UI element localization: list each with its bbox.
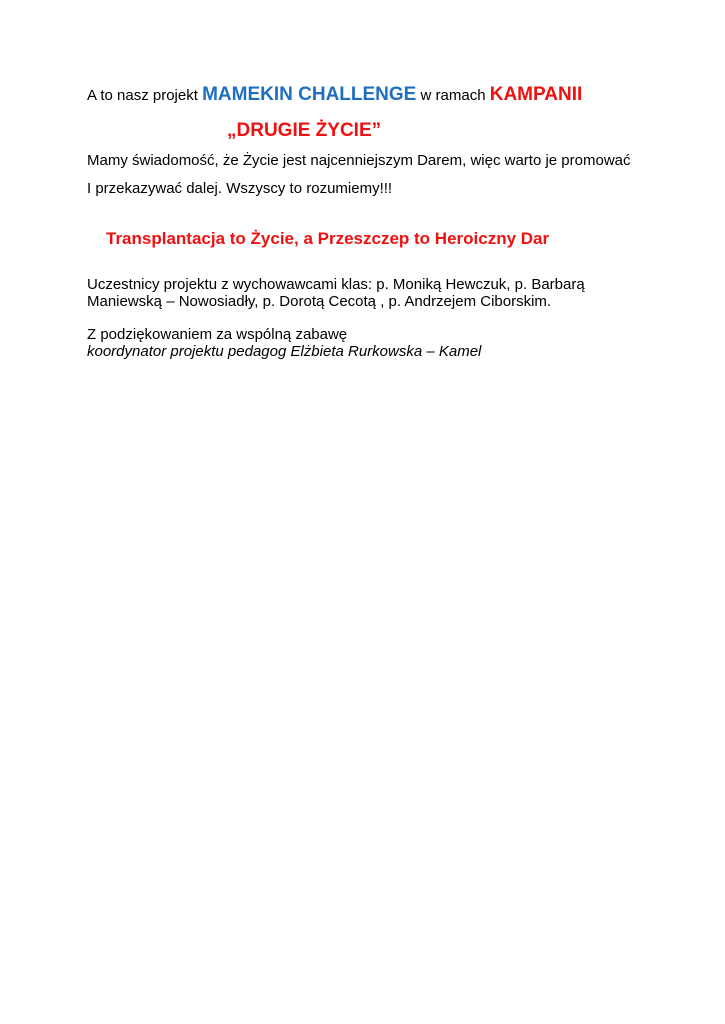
slogan-heading: Transplantacja to Życie, a Przeszczep to Heroiczny Dar	[106, 229, 550, 248]
campaign-word: KAMPANII	[489, 84, 583, 105]
intro-middle: w ramach	[416, 87, 490, 104]
project-name: MAMEKIN CHALLENGE	[202, 84, 417, 105]
thanks-line: Z podziękowaniem za wspólną zabawę	[87, 326, 348, 343]
paragraph-line-1: Mamy świadomość, że Życie jest najcenniejszym Darem, więc warto je promować	[87, 152, 631, 169]
intro-line	[87, 84, 582, 106]
coordinator-line: koordynator projektu pedagog Elżbieta Rurkowska – Kamel	[87, 343, 482, 360]
campaign-name: „DRUGIE ŻYCIE”	[227, 120, 382, 141]
paragraph-line-2: I przekazywać dalej. Wszyscy to rozumiemy!!!	[87, 180, 393, 197]
participants-line-1: Uczestnicy projektu z wychowawcami klas: p. Moniką Hewczuk, p. Barbarą	[87, 276, 585, 293]
intro-prefix: A to nasz projekt	[87, 87, 203, 104]
participants-line-2: Maniewską – Nowosiadły, p. Dorotą Cecotą , p. Andrzejem Ciborskim.	[87, 293, 552, 310]
